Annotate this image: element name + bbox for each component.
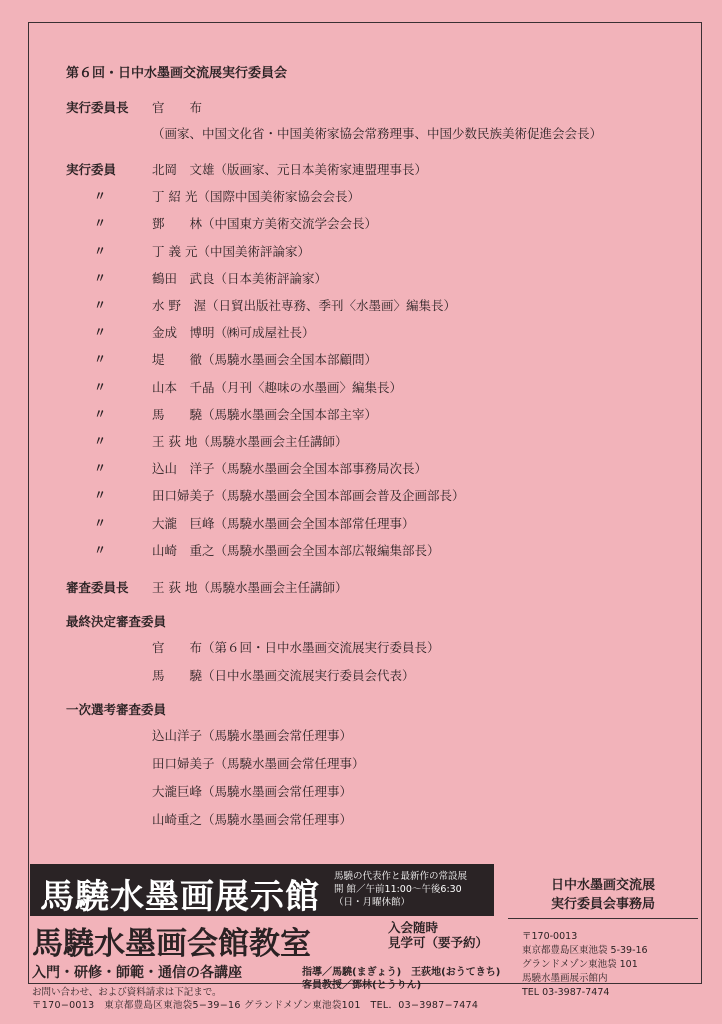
committee-member: 金成 博明（㈱可成屋社長） — [152, 325, 315, 341]
chair-label: 実行委員長 — [66, 100, 129, 115]
gallery-info-line: 開 館／午前11:00〜午後6:30 — [334, 884, 462, 895]
inquiry-note: お問い合わせ、および資料請求は下記まで。 — [32, 987, 222, 998]
committee-member: 山崎 重之（馬驍水墨画会全国本部広報編集部長） — [152, 542, 440, 558]
first-judges-label: 一次選考審査委員 — [66, 702, 167, 717]
final-judges-label: 最終決定審査委員 — [66, 614, 167, 629]
office-title — [508, 876, 698, 914]
chair-description: （画家、中国文化省・中国美術家協会常務理事、中国少数民族美術促進会会長） — [152, 126, 603, 141]
committee-member: 山本 千晶（月刊〈趣味の水墨画〉編集長） — [152, 379, 403, 395]
gallery-name: 馬驍水墨画展示館 — [40, 877, 320, 917]
page-title: 第６回・日中水墨画交流展実行委員会 — [66, 66, 288, 81]
chair-name: 官 布 — [152, 100, 203, 115]
judge-chair-label: 審査委員長 — [66, 580, 129, 595]
first-judge-item: 山崎重之（馬驍水墨画会常任理事） — [152, 812, 353, 827]
instructor-line: 指導／馬驍(まぎょう) 王荻地(おうてきち) — [302, 967, 501, 978]
committee-label: 実行委員 — [66, 162, 117, 177]
office-address-line: 〒170-0013 — [522, 931, 578, 942]
ditto-mark: 〃 — [94, 325, 107, 340]
committee-member: 王 荻 地（馬驍水墨画会主任講師） — [152, 434, 348, 449]
committee-member: 田口婦美子（馬驍水墨画会全国本部画会普及企画部長） — [152, 488, 465, 504]
final-judge-item: 官 布（第６回・日中水墨画交流展実行委員長） — [152, 640, 440, 655]
office-address-line: TEL 03-3987-7474 — [522, 987, 610, 998]
final-judge-item: 馬 驍（日中水墨画交流展実行委員会代表） — [152, 668, 415, 683]
committee-member: 北岡 文雄（版画家、元日本美術家連盟理事長） — [152, 162, 428, 177]
committee-member: 水 野 渥（日貿出版社専務、季刊〈水墨画〉編集長） — [152, 298, 456, 313]
ditto-mark: 〃 — [94, 189, 107, 204]
committee-member: 大瀧 巨峰（馬驍水墨画会全国本部常任理事） — [152, 515, 415, 531]
courses: 入門・研修・師範・通信の各講座 — [32, 965, 242, 981]
office-address-line: 東京都豊島区東池袋 5-39-16 — [522, 945, 648, 956]
ditto-mark: 〃 — [94, 434, 107, 448]
first-judge-item: 大瀧巨峰（馬驍水墨画会常任理事） — [152, 784, 353, 799]
ditto-mark: 〃 — [94, 461, 107, 476]
ditto-mark: 〃 — [94, 270, 107, 285]
gallery-info-line: 馬驍の代表作と最新作の常設展 — [334, 871, 468, 882]
first-judge-item: 田口婦美子（馬驍水墨画会常任理事） — [152, 756, 365, 771]
ditto-mark: 〃 — [94, 352, 107, 367]
committee-member: 鄧 林（中国東方美術交流学会会長） — [152, 216, 378, 232]
committee-member: 丁 紹 光（国際中国美術家協会会長） — [152, 189, 360, 205]
school-enrollment — [388, 920, 488, 950]
school-name: 馬驍水墨画会館教室 — [32, 926, 311, 962]
ditto-mark: 〃 — [94, 379, 107, 394]
ditto-mark: 〃 — [94, 216, 107, 231]
committee-member: 堤 徹（馬驍水墨画会全国本部顧問） — [152, 352, 378, 368]
office-title-line: 日中水墨画交流展 — [550, 878, 655, 893]
gallery-info-line: （日・月曜休館） — [334, 897, 411, 908]
committee-member: 込山 洋子（馬驍水墨画会全国本部事務局次長） — [152, 461, 428, 477]
ditto-mark: 〃 — [94, 515, 107, 530]
instructors — [302, 966, 500, 992]
committee-member: 馬 驍（馬驍水墨画会全国本部主宰） — [152, 406, 378, 422]
office-divider — [508, 918, 698, 919]
ditto-mark: 〃 — [94, 298, 107, 312]
office-address — [522, 930, 648, 1000]
ditto-mark: 〃 — [94, 542, 107, 557]
committee-member: 鶴田 武良（日本美術評論家） — [152, 270, 328, 286]
ditto-mark: 〃 — [94, 488, 107, 503]
footer-address: 〒170−0013 東京都豊島区東池袋5−39−16 グランドメゾン東池袋101 TEL．03−3987−7474 — [32, 1000, 479, 1011]
gallery-banner — [30, 864, 494, 916]
school-enrollment-line: 見学可（要予約） — [388, 935, 489, 950]
first-judge-item: 込山洋子（馬驍水墨画会常任理事） — [152, 728, 353, 743]
office-address-line: グランドメゾン東池袋 101 — [522, 959, 638, 970]
office-title-line: 実行委員会事務局 — [550, 897, 655, 912]
ditto-mark: 〃 — [94, 406, 107, 421]
instructor-line: 客員教授／鄧林(とうりん) — [302, 980, 422, 991]
gallery-info — [334, 870, 467, 909]
judge-chair-name: 王 荻 地（馬驍水墨画会主任講師） — [152, 580, 348, 595]
office-address-line: 馬驍水墨画展示館内 — [522, 973, 608, 984]
committee-member: 丁 義 元（中国美術評論家） — [152, 243, 310, 259]
school-enrollment-line: 入会随時 — [388, 920, 439, 935]
ditto-mark: 〃 — [94, 243, 107, 258]
